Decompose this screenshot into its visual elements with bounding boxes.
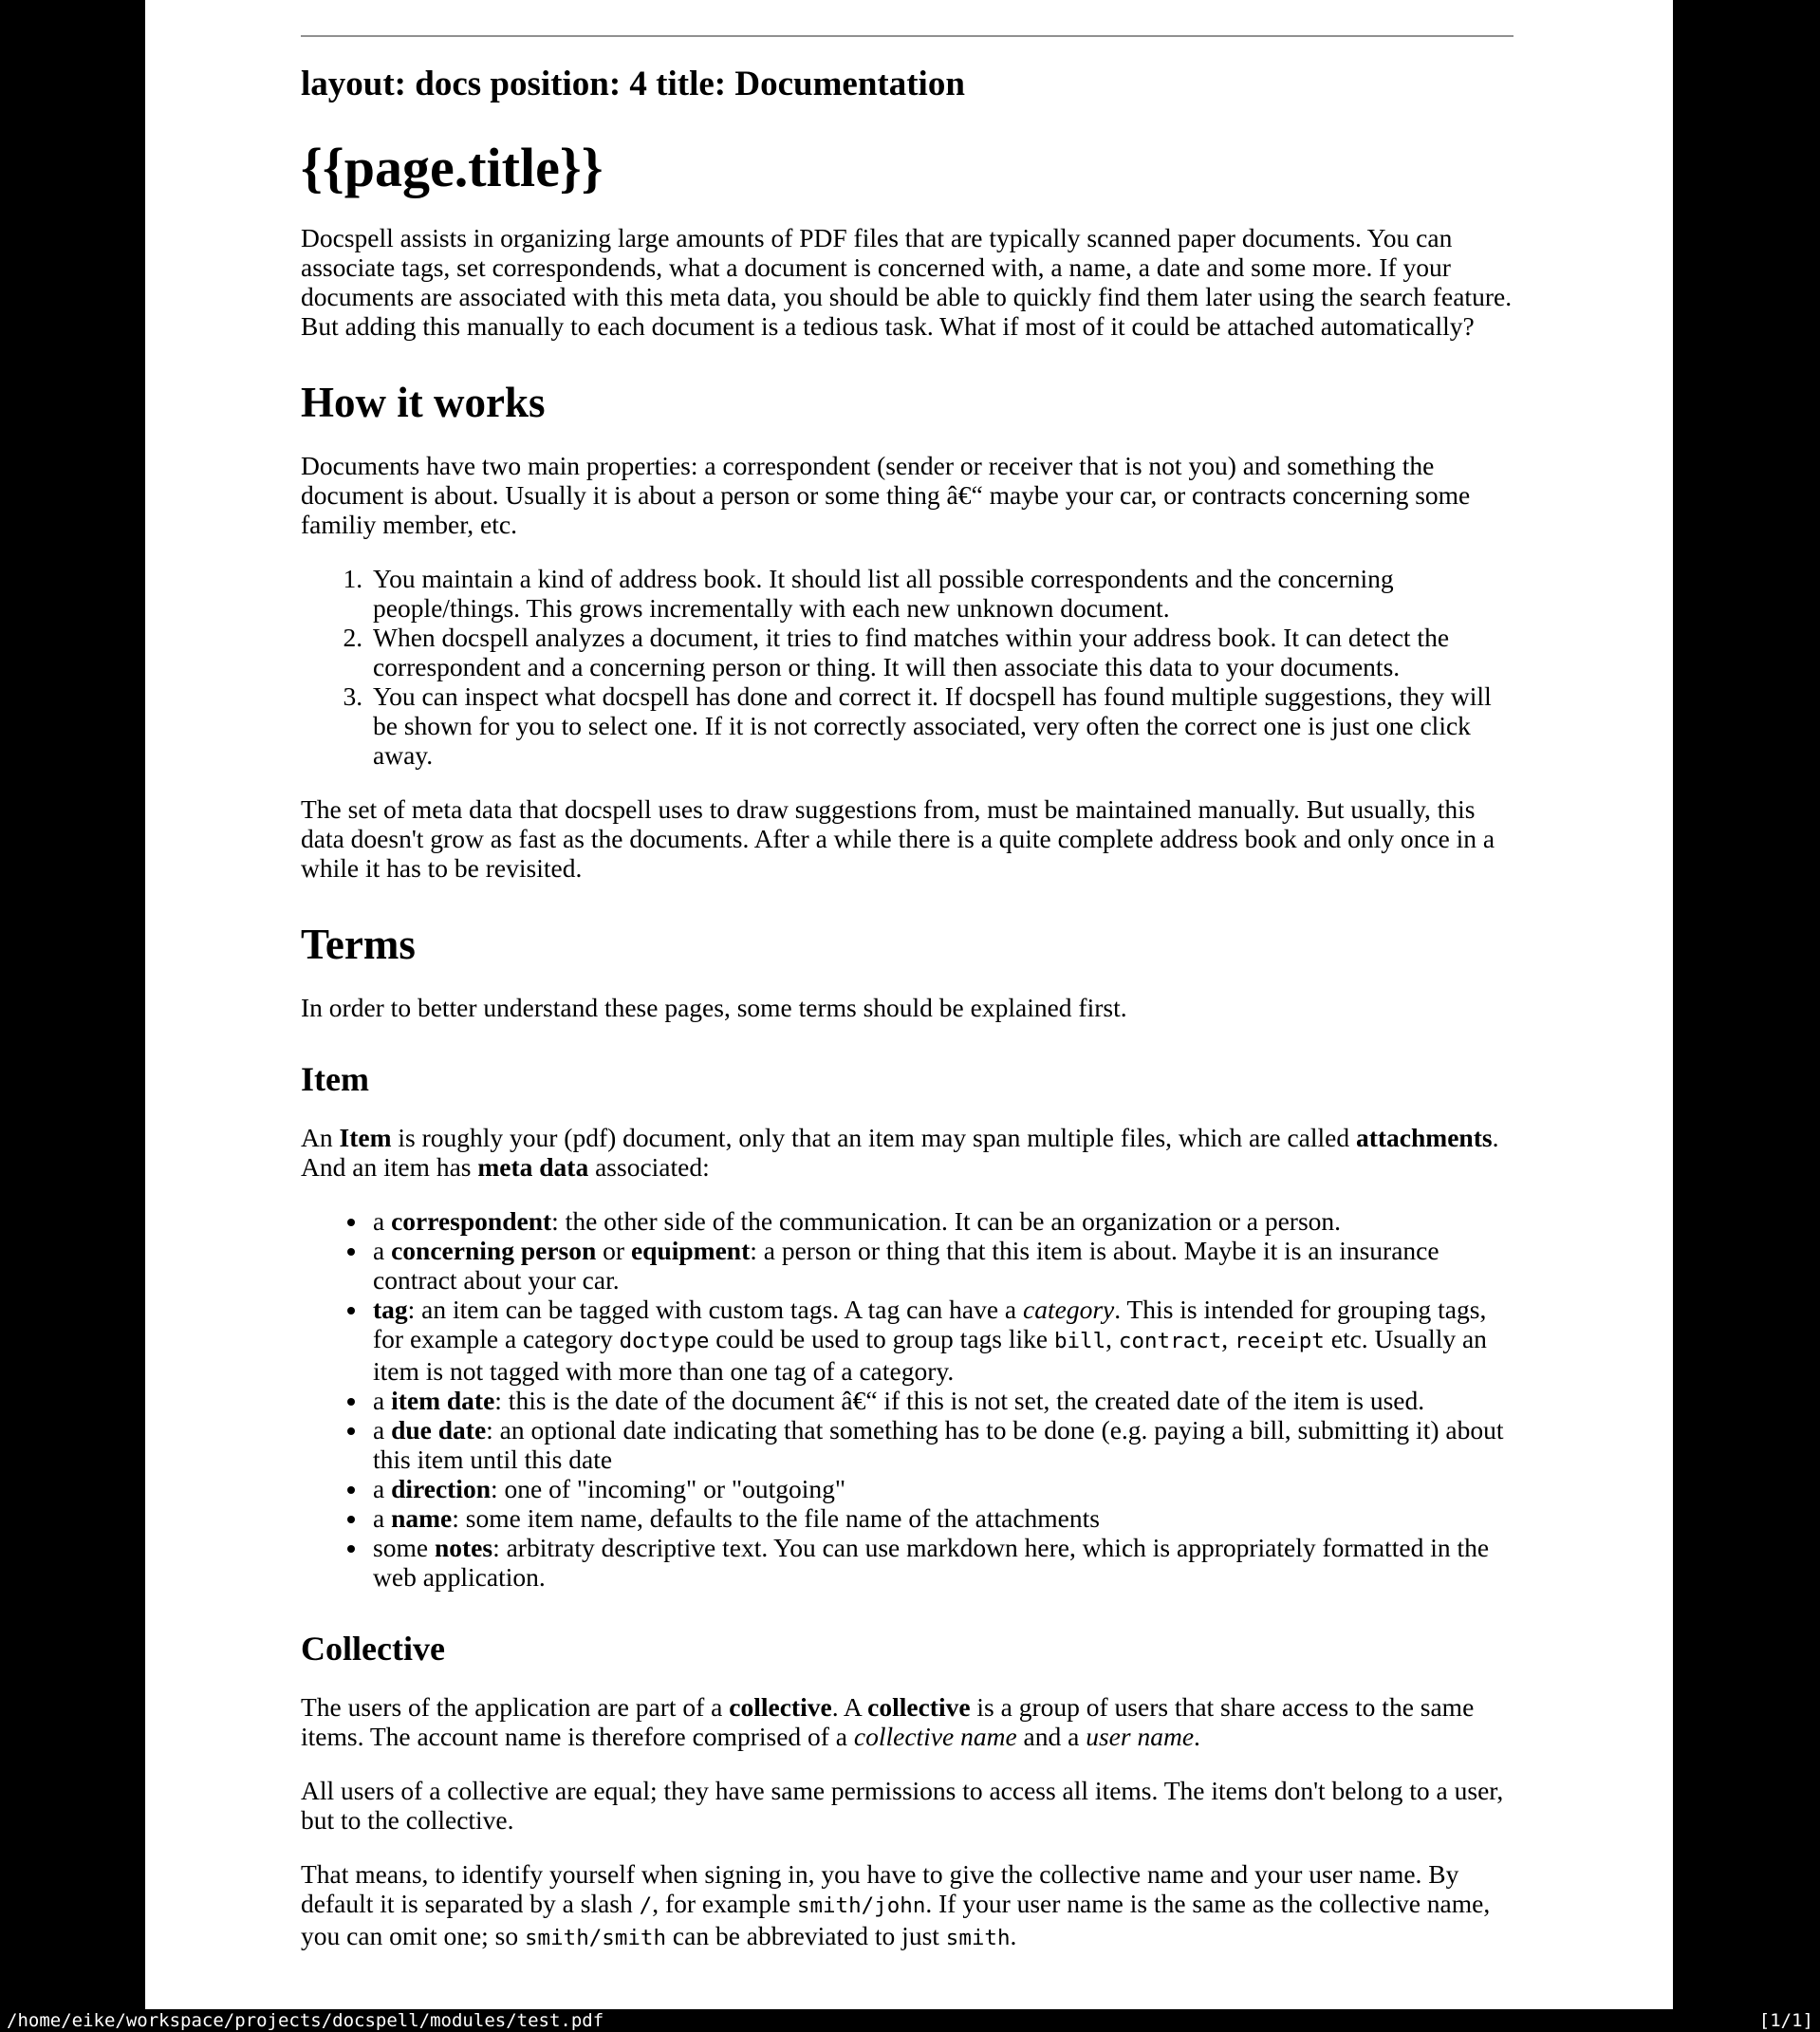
text-run: Item	[301, 1060, 369, 1098]
text-run: All users of a collective are equal; they have same permissions to access all items. The items don't belong to a user, but to the collective.	[301, 1776, 1504, 1835]
meta-data-paragraph	[301, 794, 1514, 883]
text-run: . And an item has	[301, 1123, 1499, 1182]
pdf-page	[145, 0, 1673, 2009]
item-paragraph	[301, 1123, 1514, 1182]
text-run: {{page.title}}	[301, 137, 604, 198]
list-item	[369, 623, 1514, 681]
text-run: The users of the application are part of a	[301, 1692, 730, 1722]
text-run: direction	[391, 1474, 491, 1503]
text-run: a	[373, 1206, 392, 1236]
list-item	[369, 1386, 1514, 1415]
statusbar-page-indicator: [1/1]	[1758, 2010, 1813, 2031]
text-run: , for example	[652, 1889, 797, 1918]
statusbar	[0, 2009, 1820, 2032]
text-run: a	[373, 1474, 392, 1503]
text-run: notes	[434, 1533, 493, 1562]
text-run: .	[1010, 1921, 1017, 1950]
text-run: An	[301, 1123, 340, 1152]
text-run: attachments	[1355, 1123, 1493, 1152]
text-run: a	[373, 1386, 392, 1415]
text-run: a	[373, 1236, 392, 1265]
text-run: is roughly your (pdf) document, only that an item may span multiple files, which are called	[391, 1123, 1356, 1152]
text-run: : one of "incoming" or "outgoing"	[491, 1474, 846, 1503]
intro-paragraph	[301, 223, 1514, 341]
text-run: tag	[373, 1295, 408, 1324]
text-run: user name	[1086, 1722, 1195, 1751]
text-run: : an item can be tagged with custom tags. A tag can have a	[407, 1295, 1024, 1324]
text-run: . This is intended for grouping tags, for example a category	[373, 1295, 1487, 1353]
text-run: When docspell analyzes a document, it tries to find matches within your address book. It can detect the correspondent and a concerning person or thing. It will then associate this data to your documents.	[373, 623, 1450, 681]
text-run: correspondent	[391, 1206, 552, 1236]
how-it-works-heading	[301, 379, 1514, 426]
text-run: In order to better understand these pages, some terms should be explained first.	[301, 993, 1127, 1022]
collective-heading	[301, 1630, 1514, 1668]
document-blocks	[301, 138, 1514, 1953]
list-item	[369, 1295, 1514, 1386]
text-run: The set of meta data that docspell uses to draw suggestions from, must be maintained manually. But usually, this data doesn't grow as fast as the documents. After a while there is a quite complete address book and only once in a while it has to be revisited.	[301, 794, 1495, 883]
list-item	[369, 1533, 1514, 1592]
collective-paragraph-3	[301, 1859, 1514, 1953]
document-content	[145, 35, 1673, 1953]
collective-paragraph-2	[301, 1776, 1514, 1835]
text-run: collective	[729, 1692, 832, 1722]
text-run: You maintain a kind of address book. It should list all possible correspondents and the concerning people/things. This grows incrementally with each new unknown document.	[373, 564, 1394, 623]
text-run: Documents have two main properties: a correspondent (sender or receiver that is not you) and something the document is about. Usually it is about a person or some thing â€“ maybe your car, or contracts concerning some familiy member, etc.	[301, 451, 1471, 539]
text-run: and a	[1016, 1722, 1086, 1751]
list-item	[369, 1503, 1514, 1533]
collective-paragraph-1	[301, 1692, 1514, 1751]
text-run: equipment	[630, 1236, 751, 1265]
text-run: category	[1023, 1295, 1115, 1324]
text-run: How it works	[301, 379, 546, 426]
statusbar-file-path: /home/eike/workspace/projects/docspell/modules/test.pdf	[7, 2010, 604, 2031]
inline-code: smith	[945, 1926, 1011, 1950]
text-run: due date	[391, 1415, 487, 1445]
item-heading	[301, 1060, 1514, 1098]
text-run: : an optional date indicating that something has to be done (e.g. paying a bill, submitting it) about this item until this date	[373, 1415, 1504, 1474]
text-run: That means, to identify yourself when signing in, you have to give the collective name and your user name. By default it is separated by a slash	[301, 1859, 1459, 1918]
text-run: Terms	[301, 921, 416, 968]
text-run: . A	[831, 1692, 868, 1722]
text-run: etc. Usually an item is not tagged with more than one tag of a category.	[373, 1324, 1487, 1386]
text-run: a	[373, 1503, 392, 1533]
list-item	[369, 1415, 1514, 1474]
text-run: : some item name, defaults to the file name of the attachments	[452, 1503, 1100, 1533]
text-run: some	[373, 1533, 435, 1562]
text-run: Docspell assists in organizing large amounts of PDF files that are typically scanned paper documents. You can associate tags, set correspondends, what a document is concerned with, a name, a date and some more. If your documents are associated with this meta data, you should be able to quickly find them later using the search feature. But adding this manually to each document is a tedious task. What if most of it could be attached automatically?	[301, 223, 1513, 341]
text-run: could be used to group tags like	[709, 1324, 1054, 1353]
item-meta-list	[301, 1206, 1514, 1592]
text-run: a	[373, 1415, 392, 1445]
text-run: Item	[339, 1123, 392, 1152]
inline-code: smith/smith	[525, 1926, 667, 1950]
text-run: ,	[1105, 1324, 1119, 1353]
front-matter-line: layout: docs position: 4 title: Documentation	[301, 65, 965, 103]
text-run: Collective	[301, 1630, 445, 1668]
inline-code: doctype	[619, 1329, 710, 1353]
workflow-list	[301, 564, 1514, 770]
text-run: .	[1194, 1722, 1200, 1751]
front-matter-rule	[301, 35, 1514, 37]
text-run: : this is the date of the document â€“ if this is not set, the created date of the item is used.	[494, 1386, 1425, 1415]
text-run: ,	[1221, 1324, 1235, 1353]
list-item	[369, 1206, 1514, 1236]
text-run: collective name	[853, 1722, 1017, 1751]
list-item	[369, 1474, 1514, 1503]
text-run: name	[391, 1503, 453, 1533]
text-run: concerning person	[391, 1236, 597, 1265]
text-run: collective	[867, 1692, 971, 1722]
text-run: You can inspect what docspell has done and correct it. If docspell has found multiple suggestions, they will be shown for you to select one. If it is not correctly associated, very often the correct one is just one click away.	[373, 681, 1492, 770]
inline-code: bill	[1053, 1329, 1106, 1353]
list-item	[369, 681, 1514, 770]
text-run: can be abbreviated to just	[666, 1921, 946, 1950]
inline-code: smith/john	[796, 1893, 926, 1918]
text-run: . If your user name is the same as the collective name, you can omit one; so	[301, 1889, 1491, 1950]
page-title-heading	[301, 138, 1514, 198]
text-run: is a group of users that share access to the same items. The account name is therefore comprised of a	[301, 1692, 1475, 1751]
inline-code: contract	[1118, 1329, 1222, 1353]
text-run: : arbitraty descriptive text. You can use markdown here, which is appropriately formatted in the web application.	[373, 1533, 1490, 1592]
how-it-works-paragraph	[301, 451, 1514, 539]
text-run: or	[596, 1236, 631, 1265]
text-run: item date	[391, 1386, 495, 1415]
text-run: : the other side of the communication. It can be an organization or a person.	[551, 1206, 1342, 1236]
list-item	[369, 1236, 1514, 1295]
terms-heading	[301, 921, 1514, 968]
text-run: : a person or thing that this item is about. Maybe it is an insurance contract about your car.	[373, 1236, 1439, 1295]
inline-code: receipt	[1235, 1329, 1325, 1353]
text-run: meta data	[477, 1152, 589, 1182]
list-item	[369, 564, 1514, 623]
inline-code: /	[639, 1893, 653, 1918]
text-run: associated:	[588, 1152, 710, 1182]
terms-intro-paragraph	[301, 993, 1514, 1022]
